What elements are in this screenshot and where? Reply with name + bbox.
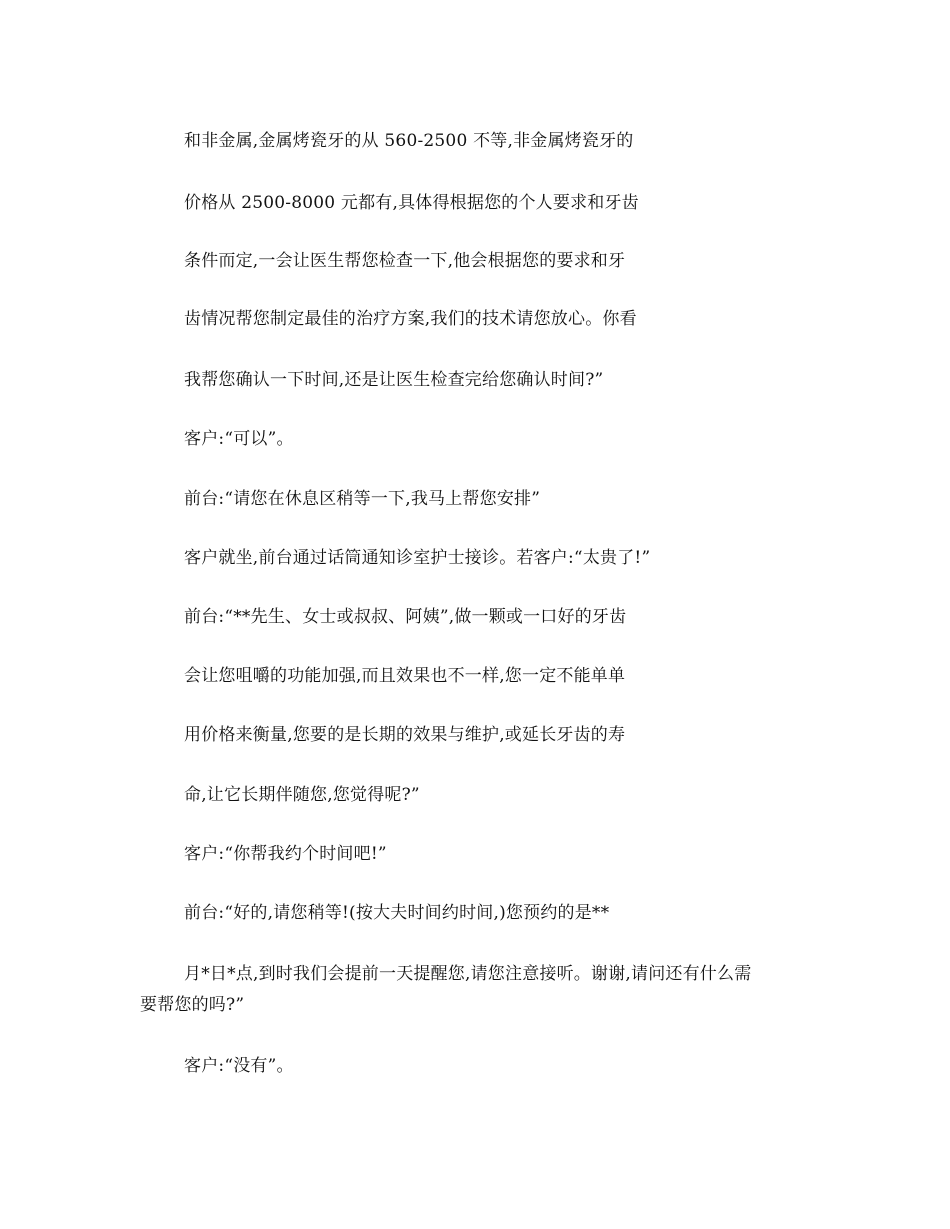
text-line: 我帮您确认一下时间,还是让医生检查完给您确认时间?” xyxy=(184,370,604,390)
text-line: 和非金属,金属烤瓷牙的从 560-2500 不等,非金属烤瓷牙的 xyxy=(184,131,634,151)
text-line: 前台:“好的,请您稍等!(按大夫时间约时间,)您预约的是** xyxy=(184,903,610,923)
text-line: 客户:“你帮我约个时间吧!” xyxy=(184,844,387,864)
text-line: 前台:“**先生、女士或叔叔、阿姨”,做一颗或一口好的牙齿 xyxy=(184,607,627,627)
text-line: 客户:“可以”。 xyxy=(184,429,294,449)
text-line: 客户:“没有”。 xyxy=(184,1056,294,1076)
text-line: 条件而定,一会让医生帮您检查一下,他会根据您的要求和牙 xyxy=(184,251,626,271)
text-line: 月*日*点,到时我们会提前一天提醒您,请您注意接听。谢谢,请问还有什么需 xyxy=(184,964,752,984)
text-line: 用价格来衡量,您要的是长期的效果与维护,或延长牙齿的寿 xyxy=(184,725,626,745)
text-line: 价格从 2500-8000 元都有,具体得根据您的个人要求和牙齿 xyxy=(184,193,639,213)
text-line: 客户就坐,前台通过话筒通知诊室护士接诊。若客户:“太贵了!” xyxy=(184,548,651,568)
text-line: 要帮您的吗?” xyxy=(140,995,245,1015)
text-line: 会让您咀嚼的功能加强,而且效果也不一样,您一定不能单单 xyxy=(184,666,626,686)
text-line: 前台:“请您在休息区稍等一下,我马上帮您安排” xyxy=(184,489,541,509)
text-line: 命,让它长期伴随您,您觉得呢?” xyxy=(184,785,420,805)
text-line: 齿情况帮您制定最佳的治疗方案,我们的技术请您放心。你看 xyxy=(184,309,637,329)
